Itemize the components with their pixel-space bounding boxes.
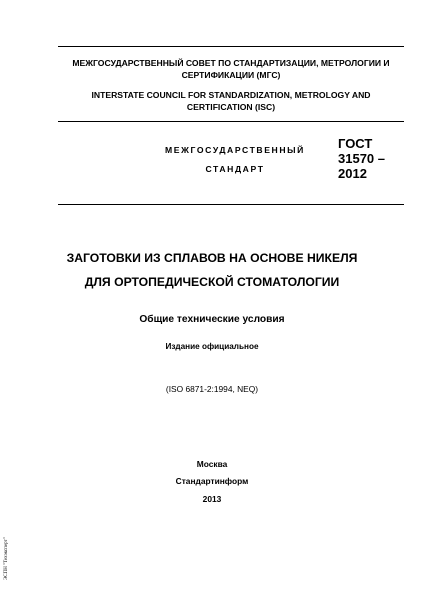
iso-reference: (ISO 6871-2:1994, NEQ) [165, 384, 259, 394]
side-stamp: ЭСПН "Техэксперт" [4, 537, 9, 580]
council-name-en-line2: CERTIFICATION (ISC) [186, 102, 276, 112]
standard-label-line1: МЕЖГОСУДАРСТВЕННЫЙ [165, 145, 305, 155]
gost-number-line3: 2012 [338, 166, 367, 181]
council-name-en-line1: INTERSTATE COUNCIL FOR STANDARDIZATION, METROLOGY AND [91, 90, 371, 100]
council-name-ru-line1: МЕЖГОСУДАРСТВЕННЫЙ СОВЕТ ПО СТАНДАРТИЗАЦИИ, МЕТРОЛОГИИ И [72, 58, 390, 68]
gost-number-line1: ГОСТ [338, 136, 373, 151]
council-name-ru-line2: СЕРТИФИКАЦИИ (МГС) [181, 70, 281, 80]
document-title-line2: ДЛЯ ОРТОПЕДИЧЕСКОЙ СТОМАТОЛОГИИ [84, 275, 340, 289]
publication-city: Москва [196, 459, 228, 469]
publication-year: 2013 [202, 494, 222, 504]
gost-number-line2: 31570 – [338, 151, 385, 166]
edition-note: Издание официальное [165, 342, 259, 351]
divider-line [58, 204, 404, 205]
publisher-name: Стандартинформ [175, 476, 249, 486]
standard-label-line2: СТАНДАРТ [205, 164, 265, 174]
document-title-line1: ЗАГОТОВКИ ИЗ СПЛАВОВ НА ОСНОВЕ НИКЕЛЯ [66, 251, 358, 265]
council-header [58, 46, 404, 122]
document-subtitle: Общие технические условия [139, 314, 285, 325]
